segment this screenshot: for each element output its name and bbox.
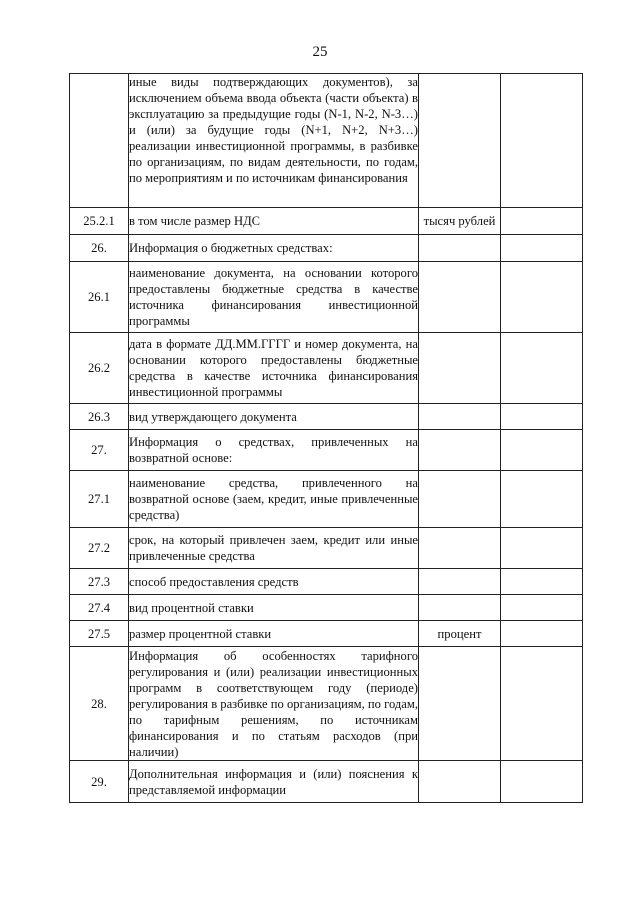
table-row	[70, 74, 583, 208]
row-description: Информация о бюджетных средствах:	[129, 235, 419, 262]
row-number: 26.2	[70, 333, 129, 404]
document-table	[69, 73, 583, 803]
table-row	[70, 569, 583, 595]
row-number: 29.	[70, 761, 129, 803]
row-unit	[419, 471, 501, 528]
table-row	[70, 404, 583, 430]
row-value-cell	[501, 74, 583, 208]
row-unit: тысяч рублей	[419, 208, 501, 235]
row-unit	[419, 235, 501, 262]
row-unit	[419, 528, 501, 569]
row-value-cell	[501, 235, 583, 262]
row-number: 28.	[70, 647, 129, 761]
row-description: способ предоставления средств	[129, 569, 419, 595]
row-description: вид процентной ставки	[129, 595, 419, 621]
row-description: наименование средства, привлеченного на возвратной основе (заем, кредит, иные привлеченные средства)	[129, 471, 419, 528]
row-value-cell	[501, 404, 583, 430]
table-row	[70, 471, 583, 528]
row-description: иные виды подтверждающих документов), за исключением объема ввода объекта (части объекта) в эксплуатацию за предыдущие годы (N-1, N-2, N-3…) и (или) за будущие годы (N+1, N+2, N+3…) реализации инвестиционной программы, в разбивке по организациям, по видам деятельности, по годам, по мероприятиям и по источникам финансирования	[129, 74, 419, 208]
page-number: 25	[312, 44, 328, 60]
row-number: 27.5	[70, 621, 129, 647]
row-number: 27.3	[70, 569, 129, 595]
row-value-cell	[501, 595, 583, 621]
row-number: 25.2.1	[70, 208, 129, 235]
row-description: наименование документа, на основании которого предоставлены бюджетные средства в качестве источника финансирования инвестиционной программы	[129, 262, 419, 333]
table-row	[70, 430, 583, 471]
row-number	[70, 74, 129, 208]
row-description: размер процентной ставки	[129, 621, 419, 647]
row-unit	[419, 595, 501, 621]
row-value-cell	[501, 528, 583, 569]
table-row	[70, 208, 583, 235]
row-value-cell	[501, 647, 583, 761]
row-description: в том числе размер НДС	[129, 208, 419, 235]
row-value-cell	[501, 471, 583, 528]
row-unit: процент	[419, 621, 501, 647]
table-row	[70, 262, 583, 333]
row-number: 26.	[70, 235, 129, 262]
row-unit	[419, 647, 501, 761]
table-row	[70, 235, 583, 262]
row-value-cell	[501, 761, 583, 803]
row-number: 26.3	[70, 404, 129, 430]
row-unit	[419, 761, 501, 803]
row-description: дата в формате ДД.ММ.ГГГГ и номер документа, на основании которого предоставлены бюджетные средства в качестве источника финансирования инвестиционной программы	[129, 333, 419, 404]
row-number: 27.	[70, 430, 129, 471]
row-value-cell	[501, 621, 583, 647]
row-value-cell	[501, 569, 583, 595]
row-number: 26.1	[70, 262, 129, 333]
table-row	[70, 595, 583, 621]
table-row	[70, 761, 583, 803]
row-value-cell	[501, 208, 583, 235]
row-value-cell	[501, 430, 583, 471]
row-description: Дополнительная информация и (или) пояснения к представляемой информации	[129, 761, 419, 803]
row-unit	[419, 74, 501, 208]
row-description: Информация о средствах, привлеченных на возвратной основе:	[129, 430, 419, 471]
table-row	[70, 621, 583, 647]
table-row	[70, 333, 583, 404]
table-row	[70, 528, 583, 569]
row-description: срок, на который привлечен заем, кредит или иные привлеченные средства	[129, 528, 419, 569]
row-unit	[419, 430, 501, 471]
row-unit	[419, 333, 501, 404]
table-row	[70, 647, 583, 761]
row-number: 27.2	[70, 528, 129, 569]
row-unit	[419, 404, 501, 430]
row-number: 27.4	[70, 595, 129, 621]
row-value-cell	[501, 262, 583, 333]
row-description: вид утверждающего документа	[129, 404, 419, 430]
row-unit	[419, 262, 501, 333]
row-description: Информация об особенностях тарифного регулирования и (или) реализации инвестиционных программ в соответствующем году (периоде) регулирования в разбивке по организациям, по годам, по тарифным решениям, по источникам финансирования и по статьям расходов (при наличии)	[129, 648, 418, 759]
row-number: 27.1	[70, 471, 129, 528]
row-value-cell	[501, 333, 583, 404]
row-unit	[419, 569, 501, 595]
